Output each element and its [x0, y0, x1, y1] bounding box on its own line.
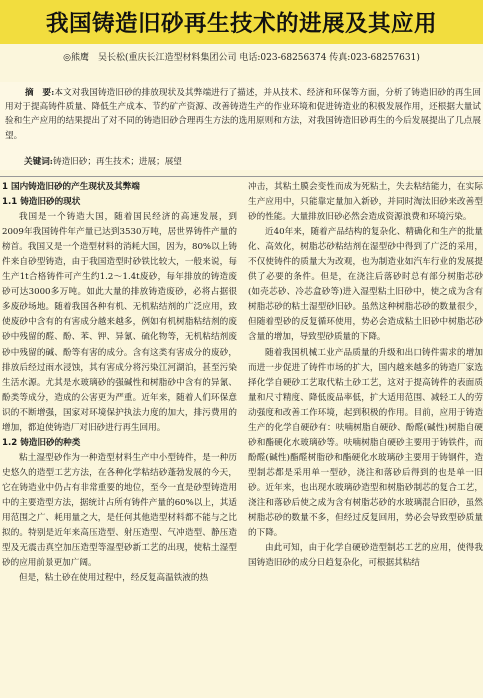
subsection-heading: 1.2 铸造旧砂的种类: [2, 437, 81, 448]
paragraph: 近40年来，随着产品结构的复杂化、精确化和生产的批量化、高效化，树脂芯砂粘结剂在湿型砂中得到了广泛的采用，不仅使铸件的质量大为改观，也为制造业如汽车行业的发展提供了必要的条件。但是，在浇注后落砂时总有部分树脂芯砂(如壳芯砂、冷芯盒砂等)进入湿型粘土旧砂中，使之成为含有树脂芯砂的粘土湿型砂旧砂。虽然这种树脂芯砂的数量很少，但随着型砂的反复循环使用，势必会造成粘土旧砂中树脂芯砂含量的增加，导致型砂质量的下降。: [248, 227, 483, 343]
article-title: 我国铸造旧砂再生技术的进展及其应用: [45, 11, 437, 37]
paragraph: 我国是一个铸造大国，随着国民经济的高速发展，到2009年我国铸件年产量已达到3530万吨，居世界铸件产量的榜首。我国又是一个造型材料的消耗大国，因为，80%以上铸件来自砂型铸造，由于我国造型时砂铁比较大，一般来说，每生产1t合格铸件可产生约1.2～1.4t废砂，每年排放的铸造废砂可达3000多万吨。如此大量的排放铸造废砂，必将占据很多废砂场地。随着我国各种有机、无机粘结剂的广泛应用，致使废砂中含有的有害成分越来越多，例如有机树脂粘结剂的废砂中残留的醛、酚、苯、钾、异氰、硫化物等，无机粘结剂废砂中残留的碱、酚等有害的成分。含有这类有害成分的废砂，排放后经过雨水浸蚀，其有害成分将污染江河湖泊，甚至污染生活水源。尤其是水玻璃砂的强碱性和树脂砂中含有的异氰、酚类等成分，造成的公害更为严重。近年来，随着人们环保意识的不断增强，国家对环境保护执法力度的加大，排污费用的增加，都迫使铸造厂对旧砂进行再生回用。: [2, 212, 237, 433]
left-column: [2, 180, 237, 695]
subsection-heading: 1.1 铸造旧砂的现状: [2, 197, 81, 208]
keywords-text: 铸造旧砂；再生技术；进展；展望: [52, 157, 182, 167]
author-line: ◎熊鹰 吴长松(重庆长江造型材料集团公司 电话:023-68256374 传真:023-68257631): [63, 53, 420, 63]
paragraph: 冲击，其粘土膜会变性而成为死粘土，失去粘结能力，在实际生产应用中，只能靠定量加入新砂，并同时淘汰旧砂来改善型砂的性能。大量排放旧砂必然会造成资源浪费和环境污染。: [248, 182, 483, 223]
paragraph: 粘土湿型砂作为一种造型材料生产中小型铸件，是一种历史悠久的造型工艺方法，在各种化学粘结砂蓬勃发展的今天，它在铸造业中仍占有非常重要的地位，至今一直是砂型铸造用中的主要造型方法，据统计占所有铸件产量的60%以上，其适用范围之广、耗用量之大，是任何其他造型材料都不能与之比拟的。特别是近年来高压造型、射压造型、气冲造型、静压造型及无震击真空加压造型等湿型砂新工艺的出现，使粘土湿型砂的应用前景更加广阔。: [2, 452, 237, 569]
keywords-label: 关键词:: [24, 157, 53, 167]
abstract: [5, 86, 481, 143]
abstract-text: 本文对我国铸造旧砂的排放现状及其弊端进行了描述，并从技术、经济和环保等方面，分析了铸造旧砂的再生回用对于提高铸件质量、降低生产成本、节约矿产资源、改善铸造生产的作业环境和促进铸造业的积极发展作用，还根据大量试验和生产应用的结果提出了对不同的铸造旧砂合理再生方法的选用原则和方法，对我国铸造旧砂再生的今后发展提出了几点展望。: [5, 88, 481, 141]
paragraph: 随着我国机械工业产品质量的升级和出口铸件需求的增加而进一步促进了铸件市场的扩大，国内越来越多的铸造厂家选择化学自硬砂工艺取代粘土砂工艺，这对于提高铸件的表面质量和尺寸精度、降低废品率低，扩大适用范围、减轻工人的劳动强度和改善工作环境，起到积极的作用。目前，应用于铸造生产的化学自硬砂有：呋喃树脂自硬砂、酚醛(碱性)树脂自硬砂和酯硬化水玻璃砂等。呋喃树脂自硬砂主要用于铸铁件，而酚醛(碱性)酯醛树脂砂和酯硬化水玻璃砂主要用于铸钢件，造型制芯都是采用单一型砂，浇注和落砂后得到的也是单一旧砂。近年来，也出现水玻璃砂造型和树脂砂制芯的复合工艺，浇注和落砂后使之成为含有树脂芯砂的水玻璃混合旧砂，虽然树脂芯砂的数量不多，但经过反复回用，势必会导致型砂质量的下降。: [248, 347, 483, 539]
section-heading: 1 国内铸造旧砂的产生现状及其弊端: [2, 182, 140, 192]
paragraph: 由此可知，由于化学自硬砂造型制芯工艺的应用，使得我国铸造旧砂的成分日趋复杂化，可根据其粘结: [248, 543, 483, 569]
paragraph: 但是，粘土砂在使用过程中，经反复高温铁液的热: [19, 573, 209, 584]
section-divider: [0, 176, 483, 177]
title-band: [0, 0, 483, 44]
right-column: [248, 180, 483, 695]
keywords: [24, 156, 182, 168]
abstract-label: 摘 要:: [25, 88, 55, 98]
